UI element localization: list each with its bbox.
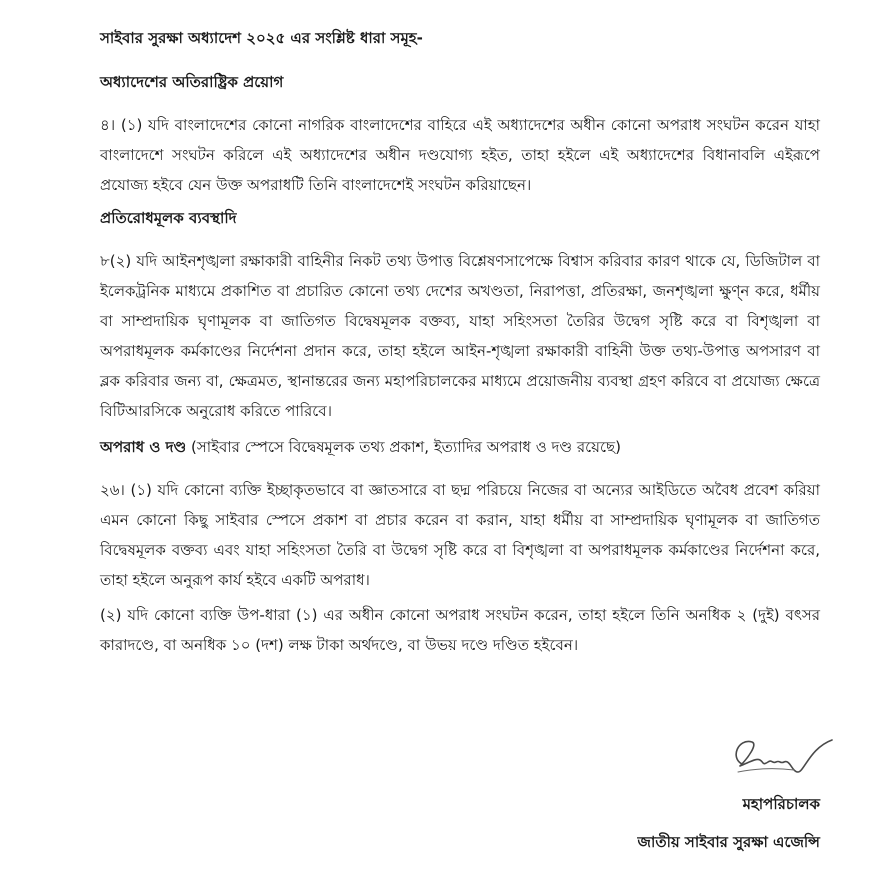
section-8-2-paragraph: ৮(২) যদি আইনশৃঙ্খলা রক্ষাকারী বাহিনীর নিকট তথ্য উপাত্ত বিশ্লেষণসাপেক্ষে বিশ্বাস করিবার কারণ থাকে যে, ডিজিটাল বা ইলেকট্রনিক মাধ্যমে প্রকাশিত বা প্রচারিত কোনো তথ্য দেশের অখণ্ডতা, নিরাপত্তা, প্রতিরক্ষা, জনশৃঙ্খলা ক্ষুণ্ন করে, ধর্মীয় বা সাম্প্রদায়িক ঘৃণামূলক বা জাতিগত বিদ্বেষমূলক বক্তব্য, যাহা সহিংসতা তৈরির উদ্বেগ সৃষ্টি করে বা বিশৃঙ্খলা বা অপরাধমূলক কর্মকাণ্ডের নির্দেশনা প্রদান করে, তাহা হইলে আইন-শৃঙ্খলা রক্ষাকারী বাহিনী উক্ত তথ্য-উপাত্ত অপসারণ বা ব্লক করিবার জন্য বা, ক্ষেত্রমত, স্থানান্তরের জন্য মহাপরিচালকের মাধ্যমে প্রয়োজনীয় ব্যবস্থা গ্রহণ করিবে বা প্রযোজ্য ক্ষেত্রে বিটিআরসিকে অনুরোধ করিতে পারিবে। xyxy=(100,252,820,420)
signatory-organization: জাতীয় সাইবার সুরক্ষা এজেন্সি xyxy=(637,833,820,851)
section-heading-offence: অপরাধ ও দণ্ড xyxy=(100,438,187,456)
document-title: সাইবার সুরক্ষা অধ্যাদেশ ২০২৫ এর সংশ্লিষ্ট ধারা সমূহ- xyxy=(100,29,423,47)
offence-heading-line xyxy=(100,432,820,462)
section-26-1-paragraph: ২৬। (১) যদি কোনো ব্যক্তি ইচ্ছাকৃতভাবে বা জ্ঞাতসারে বা ছদ্ম পরিচয়ে নিজের বা অন্যের আইডিতে অবৈধ প্রবেশ করিয়া এমন কোনো কিছু সাইবার স্পেসে প্রকাশ বা প্রচার করেন বা করান, যাহা ধর্মীয় বা সাম্প্রদায়িক ঘৃণামূলক বা জাতিগত বিদ্বেষমূলক বক্তব্য এবং যাহা সহিংসতা তৈরি বা উদ্বেগ সৃষ্টি করে বা বিশৃঙ্খলা বা অপরাধমূলক কর্মকাণ্ডের নির্দেশনা করে, তাহা হইলে অনুরূপ কার্য হইবে একটি অপরাধ। xyxy=(100,481,820,589)
section-26-2-paragraph: (২) যদি কোনো ব্যক্তি উপ-ধারা (১) এর অধীন কোনো অপরাধ সংঘটন করেন, তাহা হইলে তিনি অনধিক ২ (দুই) বৎসর কারাদণ্ডে, বা অনধিক ১০ (দশ) লক্ষ টাকা অর্থদণ্ডে, বা উভয় দণ্ডে দণ্ডিত হইবেন। xyxy=(100,606,820,654)
section-heading-extraterritorial: অধ্যাদেশের অতিরাষ্ট্রিক প্রয়োগ xyxy=(100,73,284,91)
signatory-designation: মহাপরিচালক xyxy=(742,795,820,813)
section-heading-note: (সাইবার স্পেসে বিদ্বেষমূলক তথ্য প্রকাশ, ইত্যাদির অপরাধ ও দণ্ড রয়েছে) xyxy=(191,438,621,456)
section-4-paragraph: ৪। (১) যদি বাংলাদেশের কোনো নাগরিক বাংলাদেশের বাহিরে এই অধ্যাদেশের অধীন কোনো অপরাধ সংঘটন করেন যাহা বাংলাদেশে সংঘটন করিলে এই অধ্যাদেশের অধীন দণ্ডযোগ্য হইত, তাহা হইলে এই অধ্যাদেশের বিধানাবলি এইরূপে প্রযোজ্য হইবে যেন উক্ত অপরাধটি তিনি বাংলাদেশেই সংঘটন করিয়াছেন। xyxy=(100,116,820,194)
signature-image xyxy=(728,728,838,780)
section-heading-preventive: প্রতিরোধমূলক ব্যবস্থাদি xyxy=(100,209,237,227)
